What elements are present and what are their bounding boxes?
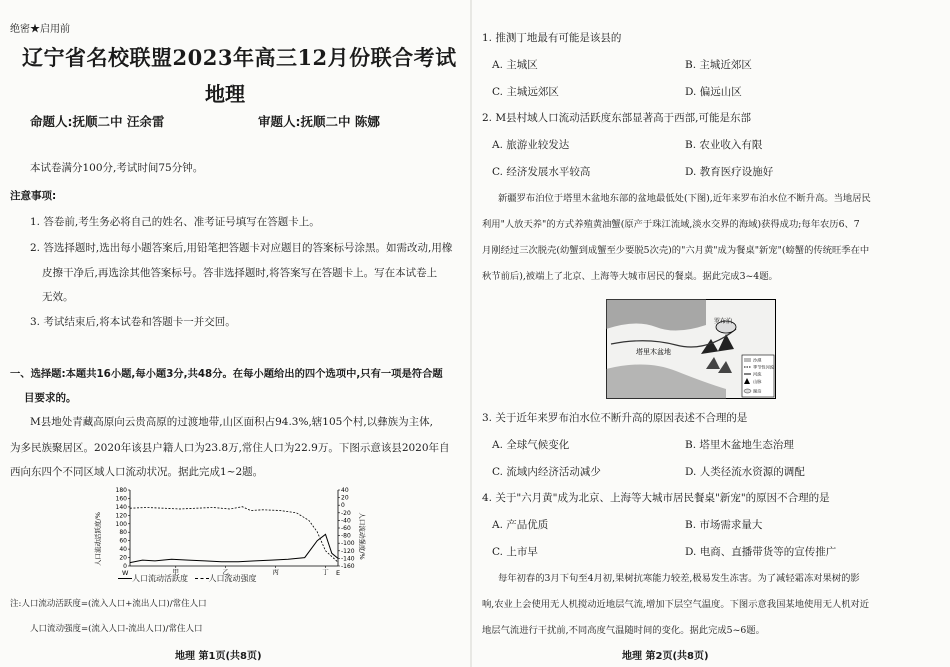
intro-line-1: M县地处青藏高原向云贵高原的过渡地带,山区面积占94.3%,辖105个村,以彝族为主体, — [30, 416, 433, 428]
q1-option-b: B. 主城近郊区 — [685, 59, 752, 71]
q4-option-d: D. 电商、直播带货等的宣传推广 — [685, 546, 837, 558]
legend-lake: 湖泊 — [753, 388, 762, 394]
y-left-tick-label: 140 — [115, 503, 127, 511]
y-right-tick-label: -100 — [341, 540, 355, 548]
chart-note-1: 注:人口流动活跃度=(流入人口+流出人口)/常住人口 — [10, 599, 207, 609]
y-axis-right-label: 人口流动强度/% — [358, 512, 366, 560]
legend-seasonal-river: 季节性河流 — [753, 364, 774, 370]
notice-2-cont: 皮擦干净后,再选涂其他答案标号。答非选择题时,将答案写在答题卡上。写在本试卷上 — [42, 267, 438, 279]
q2-option-b: B. 农业收入有限 — [685, 139, 763, 151]
intro-line-2: 为多民族聚居区。2020年该县户籍人口为23.8万,常住人口为22.9万。下图示意该县2020年自 — [10, 442, 450, 454]
passage-3-line-2: 响,农业上会使用无人机搅动近地层气流,增加下层空气温度。下图示意我国某地使用无人机对近 — [482, 599, 870, 610]
question-4: 4. 关于"六月黄"成为北京、上海等大城市居民餐桌"新宠"的原因不合理的是 — [482, 492, 830, 504]
y-left-tick-label: 160 — [115, 495, 127, 503]
q3-option-c: C. 流域内经济活动减少 — [492, 466, 601, 478]
y-right-tick-label: 20 — [341, 494, 349, 502]
notice-1: 1. 答卷前,考生务必将自己的姓名、准考证号填写在答题卡上。 — [30, 216, 320, 228]
legend-lake-swatch — [744, 389, 751, 393]
section-heading: 一、选择题:本题共16小题,每小题3分,共48分。在每小题给出的四个选项中,只有一项是符合题 — [10, 368, 443, 380]
q4-option-a: A. 产品优质 — [492, 519, 549, 531]
q1-option-d: D. 偏远山区 — [685, 86, 742, 98]
legend-swatch-solid — [118, 578, 132, 579]
region-label: 乙 — [222, 568, 229, 576]
legend-desert-swatch — [744, 358, 751, 362]
passage-2-line-3: 月刚经过三次脱壳(幼蟹到成蟹至少要脱5次壳)的"六月黄"成为餐桌"新宠"(螃蟹的传统旺季在中 — [482, 245, 870, 256]
y-right-tick-label: -120 — [341, 547, 355, 555]
notice-2: 2. 答选择题时,选出每小题答案后,用铅笔把答题卡对应题目的答案标号涂黑。如需改动,用橡 — [30, 242, 453, 254]
y-left-tick-label: 60 — [119, 537, 127, 545]
secret-label: 绝密★启用前 — [10, 24, 70, 35]
page-footer-1: 地理 第1页(共8页) — [175, 651, 262, 662]
section-heading-cont: 目要求的。 — [24, 392, 77, 404]
y-right-tick-label: 40 — [341, 487, 349, 494]
y-left-tick-label: 0 — [123, 563, 127, 570]
chart-legend — [118, 573, 257, 584]
legend-river: 河流 — [753, 371, 762, 377]
chart-note-2: 人口流动强度=(流入人口-流出人口)/常住人口 — [30, 624, 203, 634]
q3-option-d: D. 人类径流水资源的调配 — [685, 466, 805, 478]
series-activity-line — [130, 534, 338, 562]
q2-option-a: A. 旅游业较发达 — [492, 139, 570, 151]
y-right-tick-label: -160 — [341, 563, 355, 570]
question-2: 2. M县村域人口流动活跃度东部显著高于西部,可能是东部 — [482, 112, 751, 124]
y-left-tick-label: 120 — [115, 512, 127, 520]
reviewer-line: 审题人:抚顺二中 陈娜 — [258, 114, 380, 129]
passage-2-line-4: 秋节前后),被端上了北京、上海等大城市居民的餐桌。据此完成3~4题。 — [482, 271, 778, 282]
legend-swatch-dashed — [195, 578, 209, 579]
q4-option-c: C. 上市早 — [492, 546, 538, 558]
intro-line-3: 西向东四个不同区域人口流动状况。据此完成1~2题。 — [10, 466, 264, 478]
question-1: 1. 推测丁地最有可能是该县的 — [482, 32, 622, 44]
y-right-tick-label: -40 — [341, 517, 351, 525]
exam-title: 辽宁省名校联盟2023年高三12月份联合考试 — [22, 45, 457, 70]
q2-option-d: D. 教育医疗设施好 — [685, 166, 774, 178]
region-label: 丙 — [272, 568, 279, 576]
q1-option-c: C. 主城远郊区 — [492, 86, 559, 98]
q4-option-b: B. 市场需求量大 — [685, 519, 763, 531]
y-right-tick-label: -140 — [341, 555, 355, 563]
notice-3: 3. 考试结束后,将本试卷和答题卡一并交回。 — [30, 316, 236, 328]
x-east-label: E — [336, 569, 341, 577]
q3-option-a: A. 全球气候变化 — [492, 439, 570, 451]
page-1 — [0, 0, 470, 667]
author-line: 命题人:抚顺二中 汪余雷 — [30, 114, 165, 129]
y-right-tick-label: -20 — [341, 509, 351, 517]
passage-2-line-2: 利用"人放天养"的方式养殖黄油蟹(原产于珠江流域,淡水交界的海域)获得成功;每年农历6、7 — [482, 219, 860, 230]
region-label: 丁 — [322, 568, 329, 576]
y-right-tick-label: -80 — [341, 532, 351, 540]
q1-option-a: A. 主城区 — [492, 59, 538, 71]
x-west-label: W — [122, 569, 129, 577]
legend-desert: 沙漠 — [753, 357, 762, 363]
legend-dashed-label: 人口流动强度 — [208, 574, 257, 583]
y-right-tick-label: -60 — [341, 525, 351, 532]
y-left-tick-label: 40 — [119, 546, 127, 554]
map-lake-label: 罗布泊 — [714, 318, 733, 325]
series-intensity-line — [130, 507, 338, 563]
score-info: 本试卷满分100分,考试时间75分钟。 — [30, 162, 204, 174]
q3-option-b: B. 塔里木盆地生态治理 — [685, 439, 794, 451]
y-axis-left-label: 人口流动活跃度/% — [94, 512, 102, 566]
lop-nur-map — [606, 299, 776, 399]
y-left-tick-label: 100 — [115, 520, 127, 528]
notice-2-end: 无效。 — [42, 291, 74, 303]
passage-2-line-1: 新疆罗布泊位于塔里木盆地东部的盆地最低处(下图),近年来罗布泊水位不断升高。当地居民 — [498, 193, 871, 204]
y-left-tick-label: 180 — [115, 487, 127, 494]
y-left-tick-label: 20 — [119, 554, 127, 562]
y-right-tick-label: 0 — [341, 502, 345, 510]
y-left-tick-label: 80 — [119, 529, 127, 537]
notice-heading: 注意事项: — [10, 190, 57, 202]
passage-3-line-1: 每年初春的3月下旬至4月初,果树抗寒能力较差,极易发生冻害。为了减轻霜冻对果树的影 — [498, 573, 860, 584]
region-label: 甲 — [172, 568, 180, 576]
map-basin-label: 塔里木盆地 — [636, 348, 671, 356]
subject-title: 地理 — [205, 82, 245, 106]
legend-solid-label: 人口流动活跃度 — [132, 574, 188, 583]
question-3: 3. 关于近年来罗布泊水位不断升高的原因表述不合理的是 — [482, 412, 748, 424]
q2-option-c: C. 经济发展水平较高 — [492, 166, 591, 178]
legend-mountain: 山脉 — [753, 379, 762, 384]
passage-3-line-3: 地层气流进行干扰前,不同高度气温随时间的变化。据此完成5~6题。 — [482, 625, 765, 636]
page-footer-2: 地理 第2页(共8页) — [622, 651, 709, 662]
